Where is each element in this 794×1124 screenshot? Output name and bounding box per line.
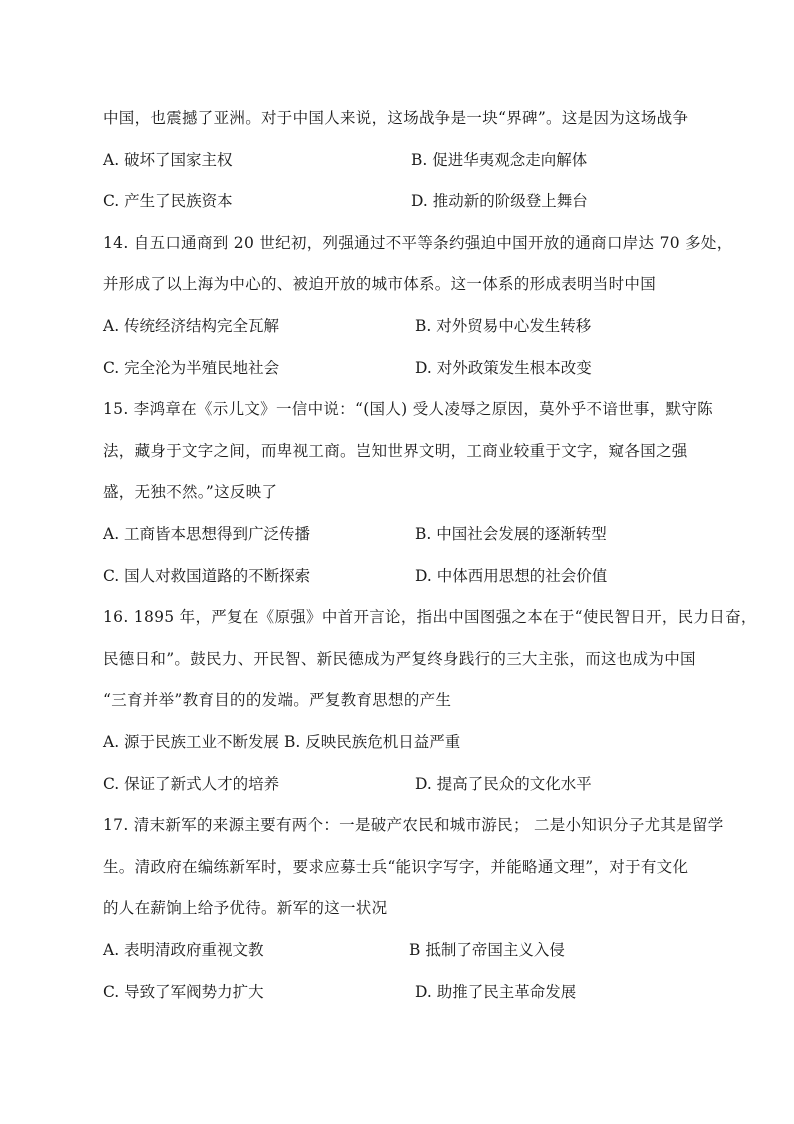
- option-16-d: D. 提高了民众的文化水平: [415, 775, 592, 793]
- question-14-line-1: 14. 自五口通商到 20 世纪初，列强通过不平等条约强迫中国开放的通商口岸达 70 多处，: [103, 234, 733, 252]
- option-13-d: D. 推动新的阶级登上舞台: [411, 192, 588, 210]
- question-14-line-2: 并形成了以上海为中心的、被迫开放的城市体系。这一体系的形成表明当时中国: [103, 275, 657, 293]
- question-15-line-3: 盛，无独不然。”这反映了: [103, 483, 278, 501]
- option-13-a: A. 破坏了国家主权: [103, 151, 233, 169]
- option-14-d: D. 对外政策发生根本改变: [415, 359, 592, 377]
- question-16-line-3: “三育并举”教育目的的发端。严复教育思想的产生: [103, 691, 452, 709]
- question-17-line-2: 生。清政府在编练新军时，要求应募士兵“能识字写字，并能略通文理”，对于有文化: [103, 858, 689, 876]
- question-15-line-1: 15. 李鸿章在《示儿文》一信中说：“(国人) 受人凌辱之原因，莫外乎不谙世事，默守陈: [103, 400, 713, 418]
- option-17-d: D. 助推了民主革命发展: [415, 983, 577, 1001]
- option-17-c: C. 导致了军阀势力扩大: [103, 983, 264, 1001]
- question-17-line-1: 17. 清末新军的来源主要有两个：一是破产农民和城市游民； 二是小知识分子尤其是留学: [103, 816, 724, 834]
- option-15-c: C. 国人对救国道路的不断探索: [103, 567, 311, 585]
- question-16-line-1: 16. 1895 年，严复在《原强》中首开言论，指出中国图强之本在于“使民智日开，民力日奋，: [103, 608, 757, 626]
- option-14-c: C. 完全沦为半殖民地社会: [103, 359, 280, 377]
- question-13-stem-line: 中国，也震撼了亚洲。对于中国人来说，这场战争是一块“界碑”。这是因为这场战争: [103, 109, 689, 127]
- option-16-a-b: A. 源于民族工业不断发展 B. 反映民族危机日益严重: [103, 733, 461, 751]
- option-13-b: B. 促进华夷观念走向解体: [411, 151, 588, 169]
- option-15-a: A. 工商皆本思想得到广泛传播: [103, 525, 311, 543]
- option-14-b: B. 对外贸易中心发生转移: [415, 317, 592, 335]
- option-13-c: C. 产生了民族资本: [103, 192, 233, 210]
- question-15-line-2: 法，藏身于文字之间，而卑视工商。岂知世界文明，工商业较重于文字，窥各国之强: [103, 442, 688, 460]
- option-17-b: B 抵制了帝国主义入侵: [409, 941, 565, 959]
- option-14-a: A. 传统经济结构完全瓦解: [103, 317, 280, 335]
- question-16-line-2: 民德日和”。鼓民力、开民智、新民德成为严复终身践行的三大主张，而这也成为中国: [103, 650, 696, 668]
- option-15-b: B. 中国社会发展的逐渐转型: [415, 525, 607, 543]
- option-15-d: D. 中体西用思想的社会价值: [415, 567, 608, 585]
- option-17-a: A. 表明清政府重视文教: [103, 941, 264, 959]
- question-17-line-3: 的人在薪饷上给予优待。新军的这一状况: [103, 899, 388, 917]
- option-16-c: C. 保证了新式人才的培养: [103, 775, 280, 793]
